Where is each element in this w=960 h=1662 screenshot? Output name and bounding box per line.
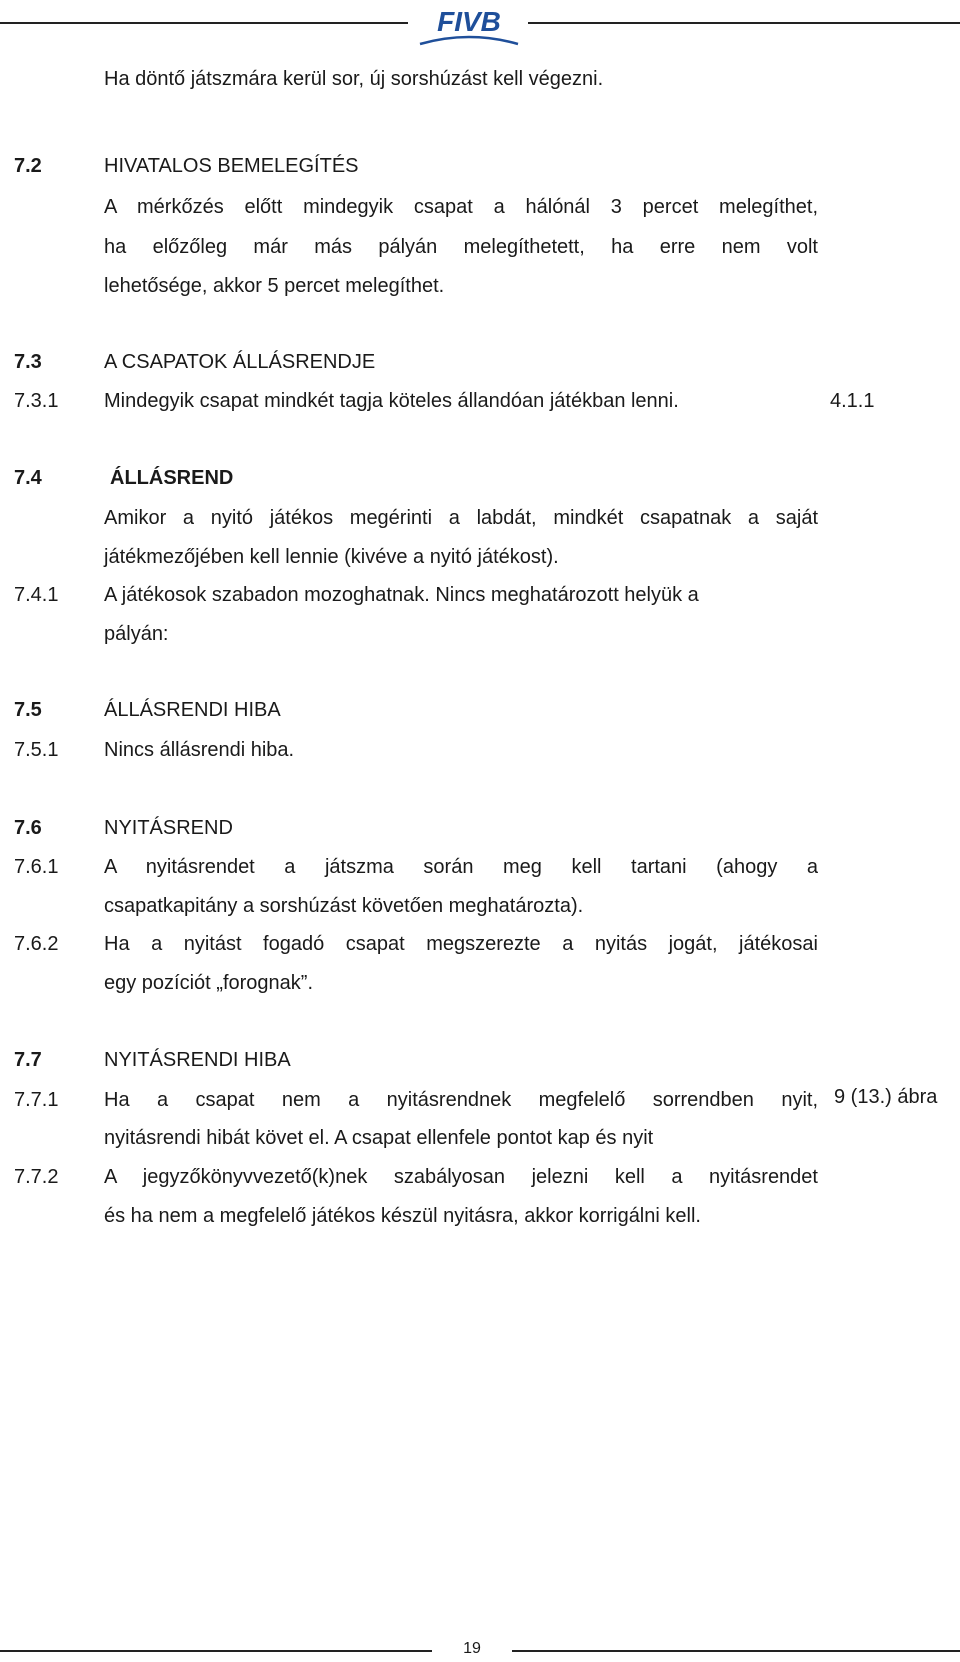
section-7-6-2-number: 7.6.2 bbox=[14, 933, 59, 955]
section-7-7-1-number: 7.7.1 bbox=[14, 1089, 59, 1111]
section-7-5-number: 7.5 bbox=[14, 699, 42, 721]
section-7-2-line-2: ha előzőleg már más pályán melegíthetett, ha erre nem volt bbox=[104, 236, 818, 258]
section-7-7-1-line-2: nyitásrendi hibát követ el. A csapat ellenfele pontot kap és nyit bbox=[104, 1127, 654, 1149]
page-number: 19 bbox=[463, 1640, 481, 1657]
header-rule-right bbox=[528, 22, 960, 24]
section-7-6-title: NYITÁSREND bbox=[104, 817, 233, 839]
footer-rule-left bbox=[0, 1650, 432, 1652]
section-7-2-title: HIVATALOS BEMELEGÍTÉS bbox=[104, 155, 359, 177]
section-7-2-line-1: A mérkőzés előtt mindegyik csapat a hálónál 3 percet melegíthet, bbox=[104, 196, 818, 218]
section-7-7-2-line-1: A jegyzőkönyvvezető(k)nek szabályosan jelezni kell a nyitásrendet bbox=[104, 1166, 818, 1188]
intro-text: Ha döntő játszmára kerül sor, új sorshúzást kell végezni. bbox=[104, 68, 604, 90]
fivb-logo-text: FIVB bbox=[437, 6, 501, 37]
section-7-6-2-line-2: egy pozíciót „forognak”. bbox=[104, 972, 313, 994]
section-7-5-1-number: 7.5.1 bbox=[14, 739, 59, 761]
section-7-6-2-line-1: Ha a nyitást fogadó csapat megszerezte a nyitás jogát, játékosai bbox=[104, 933, 818, 955]
section-7-7-1-figure-reference: 9 (13.) ábra bbox=[834, 1086, 938, 1108]
section-7-4-line-2: játékmezőjében kell lennie (kivéve a nyitó játékost). bbox=[104, 546, 559, 568]
section-7-7-2-number: 7.7.2 bbox=[14, 1166, 59, 1188]
section-7-6-1-line-1: A nyitásrendet a játszma során meg kell tartani (ahogy a bbox=[104, 856, 818, 878]
section-7-7-2-line-2: és ha nem a megfelelő játékos készül nyitásra, akkor korrigálni kell. bbox=[104, 1205, 701, 1227]
section-7-6-1-number: 7.6.1 bbox=[14, 856, 59, 878]
section-7-4-1-line-1: A játékosok szabadon mozoghatnak. Nincs meghatározott helyük a bbox=[104, 584, 699, 606]
footer-rule-right bbox=[512, 1650, 960, 1652]
section-7-7-number: 7.7 bbox=[14, 1049, 42, 1071]
section-7-3-1-number: 7.3.1 bbox=[14, 390, 59, 412]
section-7-3-1-text: Mindegyik csapat mindkét tagja köteles állandóan játékban lenni. bbox=[104, 390, 679, 412]
section-7-4-1-line-2: pályán: bbox=[104, 623, 169, 645]
section-7-6-1-line-2: csapatkapitány a sorshúzást követően meghatározta). bbox=[104, 895, 584, 917]
fivb-logo bbox=[414, 4, 524, 48]
section-7-5-1-text: Nincs állásrendi hiba. bbox=[104, 739, 295, 761]
section-7-2-number: 7.2 bbox=[14, 155, 42, 177]
section-7-7-title: NYITÁSRENDI HIBA bbox=[104, 1049, 291, 1071]
section-7-6-number: 7.6 bbox=[14, 817, 42, 839]
section-7-3-title: A CSAPATOK ÁLLÁSRENDJE bbox=[104, 351, 376, 373]
section-7-4-title: ÁLLÁSREND bbox=[110, 467, 234, 489]
header-rule-left bbox=[0, 22, 408, 24]
section-7-2-line-3: lehetősége, akkor 5 percet melegíthet. bbox=[104, 275, 445, 297]
section-7-3-number: 7.3 bbox=[14, 351, 42, 373]
section-7-7-1-line-1: Ha a csapat nem a nyitásrendnek megfelelő sorrendben nyit, bbox=[104, 1089, 818, 1111]
section-7-5-title: ÁLLÁSRENDI HIBA bbox=[104, 699, 281, 721]
section-7-4-1-number: 7.4.1 bbox=[14, 584, 59, 606]
section-7-4-line-1: Amikor a nyitó játékos megérinti a labdát, mindkét csapatnak a saját bbox=[104, 507, 818, 529]
section-7-4-number: 7.4 bbox=[14, 467, 42, 489]
section-7-3-1-reference: 4.1.1 bbox=[830, 390, 875, 412]
